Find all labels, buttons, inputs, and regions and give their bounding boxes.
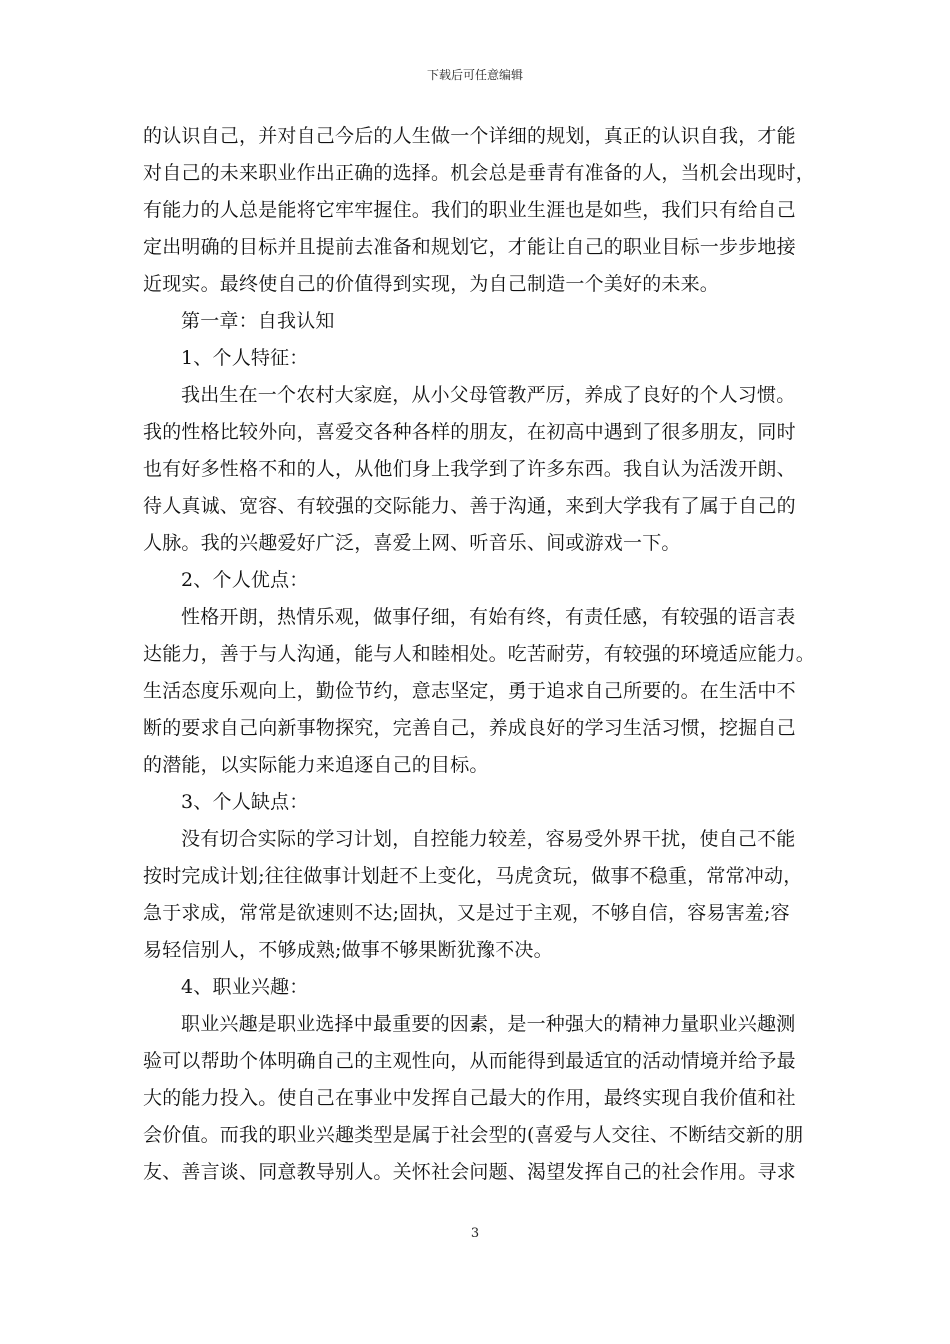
paragraph-line: 断的要求自己向新事物探究，完善自己，养成良好的学习生活习惯，挖掘自己: [143, 717, 796, 739]
paragraph-line: 达能力，善于与人沟通，能与人和睦相处。吃苦耐劳，有较强的环境适应能力。: [143, 643, 816, 665]
paragraph-line: 近现实。最终使自己的价值得到实现，为自己制造一个美好的未来。: [143, 273, 720, 295]
paragraph-line: 会价值。而我的职业兴趣类型是属于社会型的(喜爱与人交往、不断结交新的朋: [143, 1124, 804, 1146]
paragraph-line: 职业兴趣是职业选择中最重要的因素，是一种强大的精神力量职业兴趣测: [181, 1013, 796, 1035]
paragraph-line: 大的能力投入。使自己在事业中发挥自己最大的作用，最终实现自我价值和社: [143, 1087, 796, 1109]
paragraph-line: 也有好多性格不和的人，从他们身上我学到了许多东西。我自认为活泼开朗、: [143, 458, 796, 480]
paragraph-line: 我的性格比较外向，喜爱交各种各样的朋友，在初高中遇到了很多朋友，同时: [143, 421, 796, 443]
paragraph-line: 待人真诚、宽容、有较强的交际能力、善于沟通，来到大学我有了属于自己的: [143, 495, 796, 517]
chapter-heading: 第一章：自我认知: [181, 310, 335, 332]
paragraph-line: 验可以帮助个体明确自己的主观性向，从而能得到最适宜的活动情境并给予最: [143, 1050, 796, 1072]
page-header: 下载后可任意编辑: [426, 68, 523, 82]
page-number: 3: [470, 1226, 480, 1241]
paragraph-line: 急于求成，常常是欲速则不达;固执，又是过于主观，不够自信，容易害羞;容: [143, 902, 790, 924]
paragraph-line: 性格开朗，热情乐观，做事仔细，有始有终，有责任感，有较强的语言表: [181, 606, 796, 628]
paragraph-line: 的认识自己，并对自己今后的人生做一个详细的规划，真正的认识自我，才能: [143, 125, 796, 147]
section-heading: 4、职业兴趣：: [181, 976, 309, 998]
paragraph-line: 按时完成计划;往往做事计划赶不上变化，马虎贪玩，做事不稳重，常常冲动，: [143, 865, 803, 887]
section-heading: 1、个人特征：: [181, 347, 309, 369]
section-heading: 2、个人优点：: [181, 569, 309, 591]
section-heading: 3、个人缺点：: [181, 791, 309, 813]
paragraph-line: 的潜能，以实际能力来追逐自己的目标。: [143, 754, 489, 776]
paragraph-line: 定出明确的目标并且提前去准备和规划它，才能让自己的职业目标一步步地接: [143, 236, 796, 258]
document-body: [143, 118, 816, 1191]
paragraph-line: 人脉。我的兴趣爱好广泛，喜爱上网、听音乐、间或游戏一下。: [143, 532, 681, 554]
paragraph-line: 生活态度乐观向上，勤俭节约，意志坚定，勇于追求自己所要的。在生活中不: [143, 680, 796, 702]
paragraph-line: 对自己的未来职业作出正确的选择。机会总是垂青有准备的人，当机会出现时，: [143, 162, 816, 184]
paragraph-line: 友、善言谈、同意教导别人。关怀社会问题、渴望发挥自己的社会作用。寻求: [143, 1161, 796, 1183]
paragraph-line: 易轻信别人，不够成熟;做事不够果断犹豫不决。: [143, 939, 553, 961]
paragraph-line: 没有切合实际的学习计划，自控能力较差，容易受外界干扰，使自己不能: [181, 828, 796, 850]
paragraph-line: 有能力的人总是能将它牢牢握住。我们的职业生涯也是如些，我们只有给自己: [143, 199, 796, 221]
paragraph-line: 我出生在一个农村大家庭，从小父母管教严厉，养成了良好的个人习惯。: [181, 384, 796, 406]
